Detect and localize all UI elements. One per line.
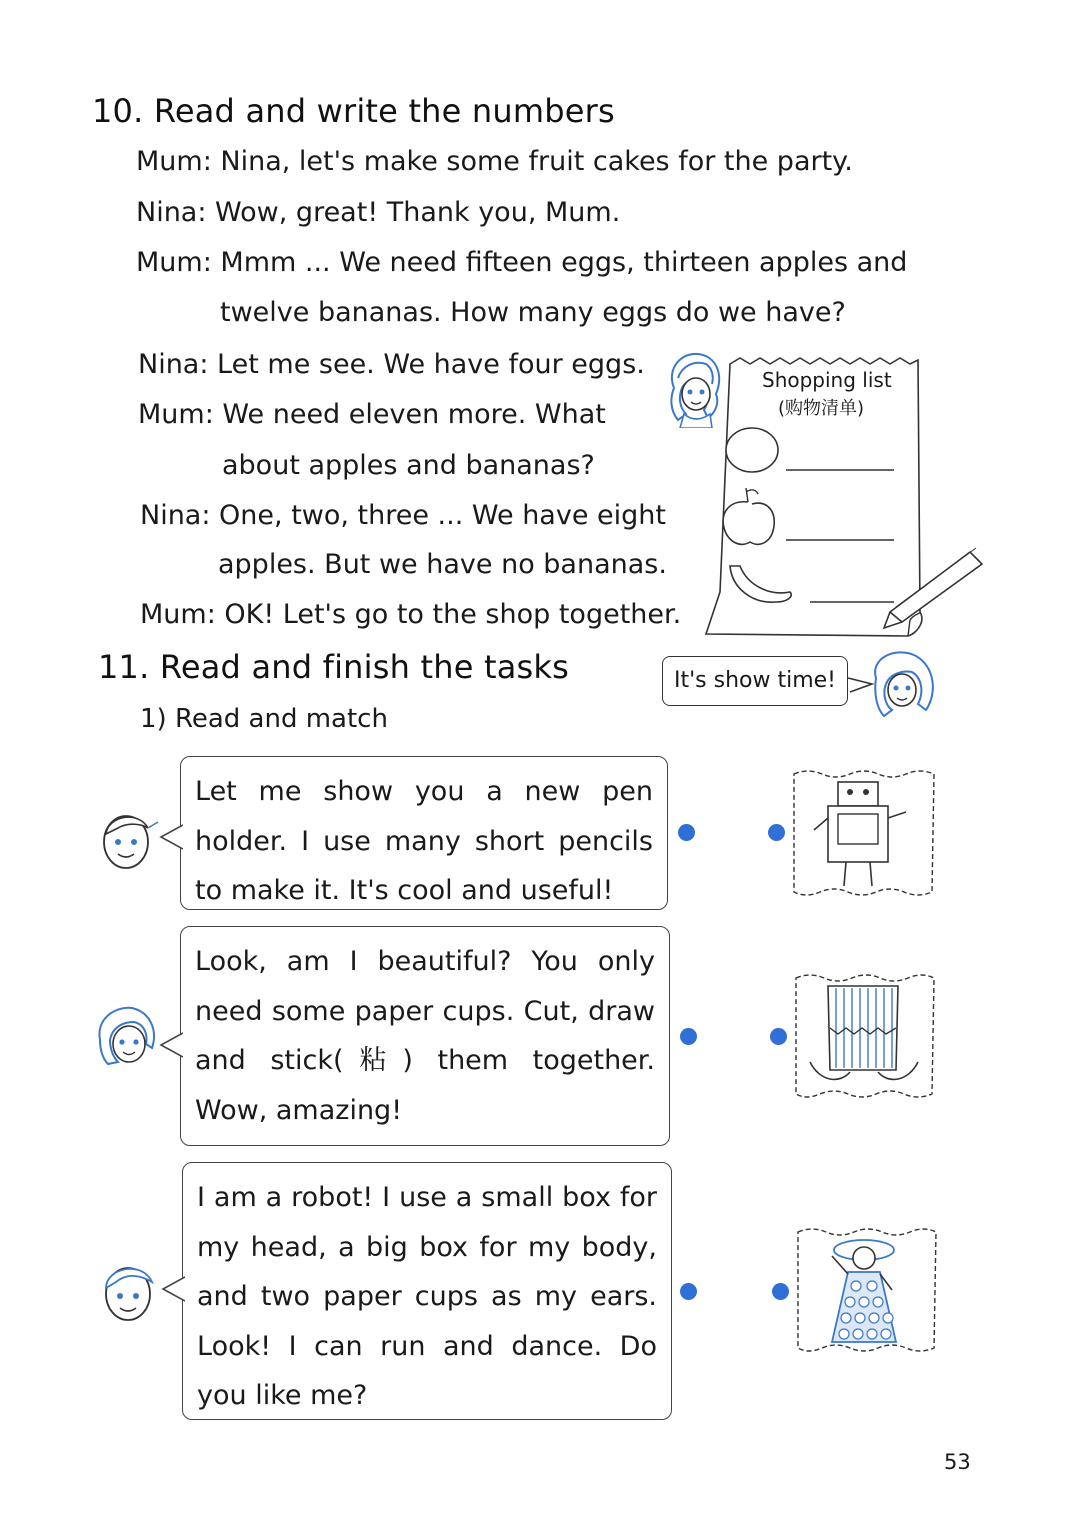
girl-face-icon — [96, 1004, 160, 1070]
match-dot-right-2[interactable] — [770, 1028, 787, 1045]
speech-bubble-2 — [180, 926, 670, 1146]
dialogue-line-8: Nina: One, two, three ... We have eight — [140, 500, 666, 531]
boy-face-icon — [98, 808, 160, 872]
robot-picture — [788, 768, 938, 898]
paragraph-1: Let me show you a new pen holder. I use many short pencils to make it. It's cool and useful! — [195, 776, 653, 906]
dialogue-line-5: Nina: Let me see. We have four eggs. — [138, 349, 645, 380]
paper-cup-dress-picture — [792, 1226, 940, 1354]
dialogue-line-10: Mum: OK! Let's go to the shop together. — [140, 599, 682, 630]
egg-icon — [726, 428, 778, 472]
bubble-tail — [161, 1275, 185, 1303]
bubble-tail — [159, 1031, 183, 1059]
dialogue-line-1: Mum: Nina, let's make some fruit cakes for the party. — [136, 146, 853, 177]
dialogue-line-6: Mum: We need eleven more. What — [138, 399, 606, 430]
speech-bubble-3 — [182, 1162, 672, 1420]
dialogue-line-9: apples. But we have no bananas. — [218, 549, 667, 580]
match-dot-right-3[interactable] — [772, 1283, 789, 1300]
speech-bubble-1 — [180, 756, 668, 910]
section-11-title: 11. Read and finish the tasks — [98, 648, 569, 686]
bubble-tail — [159, 823, 183, 851]
dialogue-line-7: about apples and bananas? — [222, 450, 595, 481]
apple-icon — [723, 502, 774, 545]
girl-show-time-illustration — [846, 648, 938, 718]
paragraph-2: Look, am I beautiful? You only need some paper cups. Cut, draw and stick(粘) them together. Wow, amazing! — [195, 946, 655, 1126]
shopping-list-subtitle: (购物清单) — [778, 398, 865, 419]
task-1-label: 1) Read and match — [140, 704, 388, 734]
page-number: 53 — [944, 1450, 971, 1474]
dialogue-line-4: twelve bananas. How many eggs do we have? — [220, 297, 846, 328]
show-time-bubble: It's show time! — [662, 656, 848, 706]
dialogue-line-3: Mum: Mmm ... We need fifteen eggs, thirteen apples and — [136, 247, 908, 278]
paragraph-3: I am a robot! I use a small box for my head, a big box for my body, and two paper cups as my ears. Look! I can run and dance. Do you like me? — [197, 1182, 657, 1411]
match-dot-left-1[interactable] — [678, 824, 695, 841]
match-dot-left-2[interactable] — [680, 1028, 697, 1045]
dialogue-line-2: Nina: Wow, great! Thank you, Mum. — [136, 197, 621, 228]
section-10-title: 10. Read and write the numbers — [92, 92, 615, 130]
boy-face-icon — [100, 1260, 160, 1324]
match-dot-right-1[interactable] — [768, 824, 785, 841]
match-dot-left-3[interactable] — [680, 1283, 697, 1300]
pen-holder-picture — [790, 972, 938, 1100]
shopping-list-title: Shopping list — [762, 368, 892, 392]
